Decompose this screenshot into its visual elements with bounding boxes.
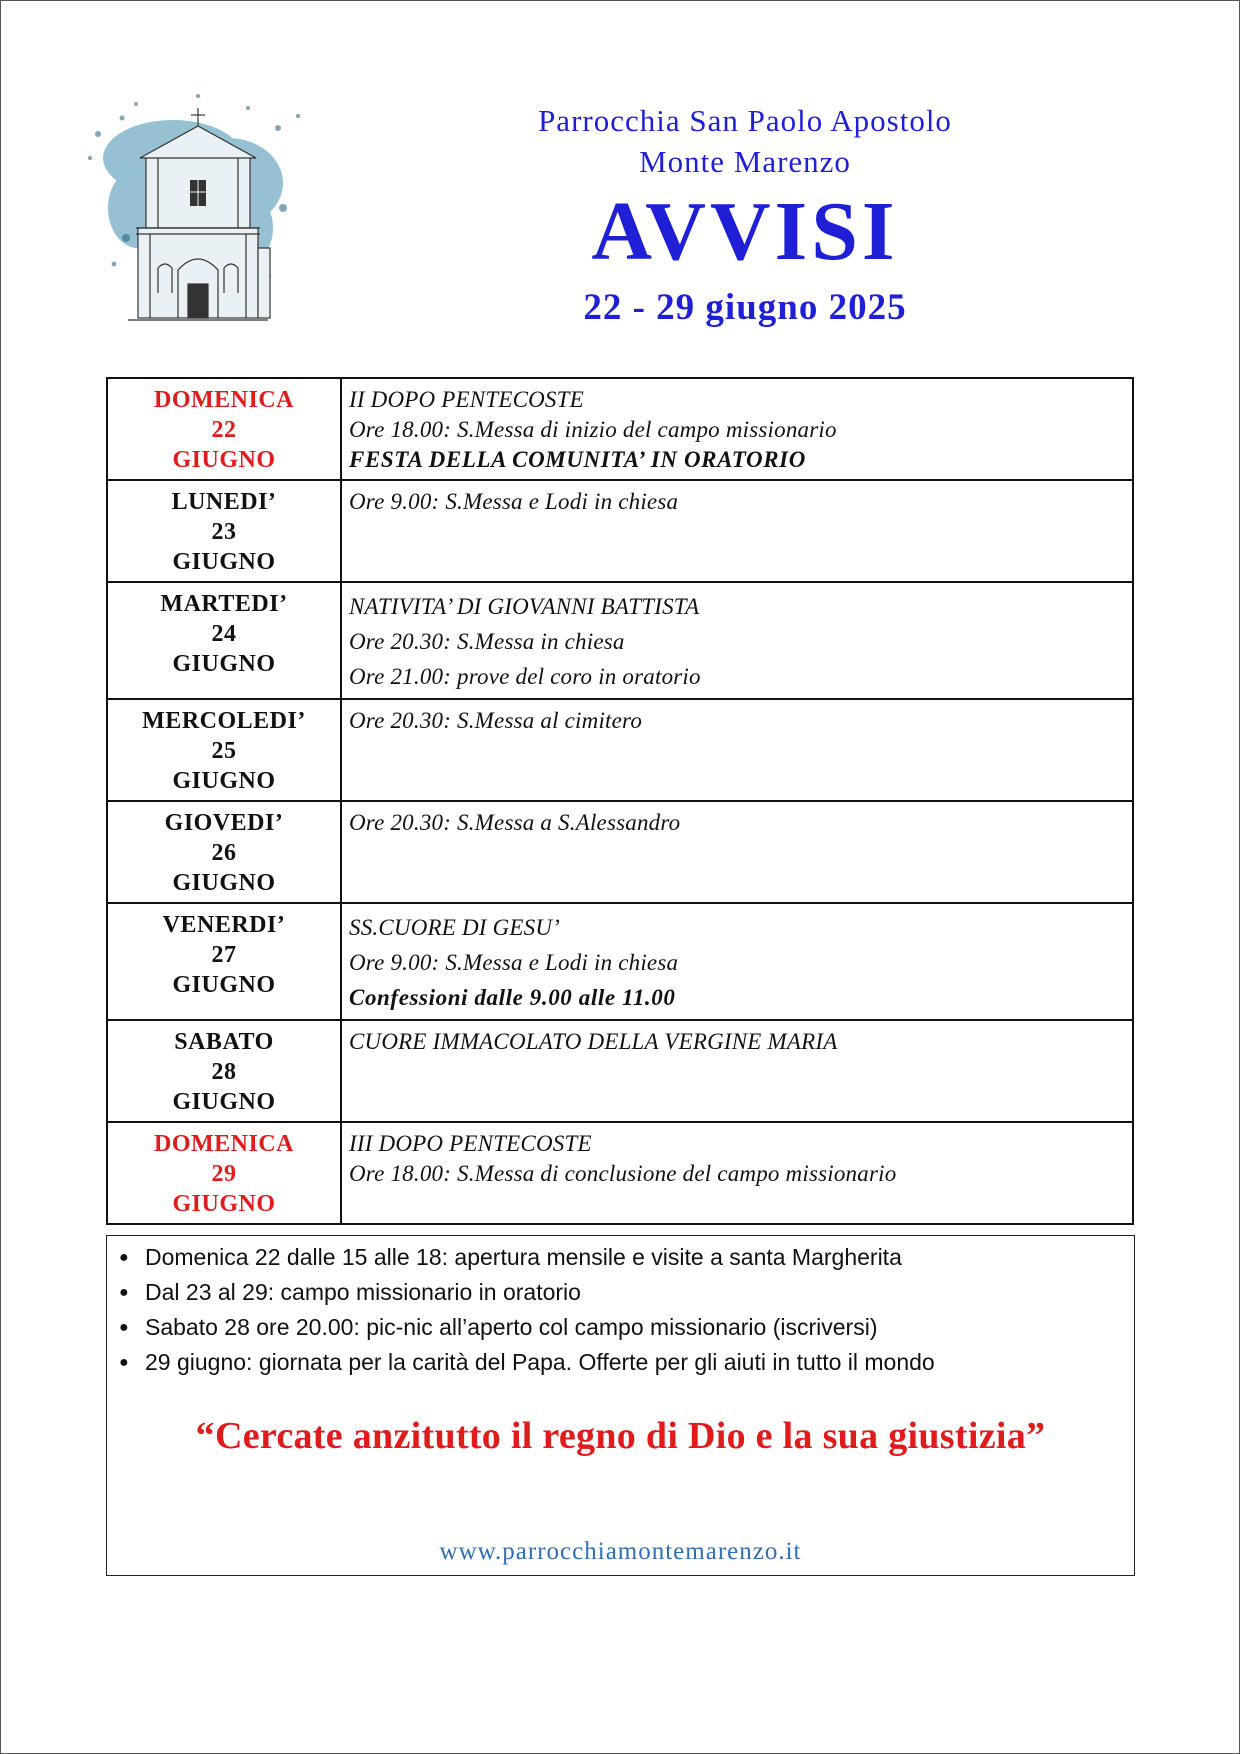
month-name: GIUGNO xyxy=(172,1089,276,1115)
day-cell xyxy=(107,903,341,1020)
note-item xyxy=(107,1310,1134,1345)
day-cell xyxy=(107,582,341,699)
day-name: VENERDI’ xyxy=(162,912,286,938)
day-cell xyxy=(107,801,341,903)
day-number: 29 xyxy=(211,1161,237,1187)
day-number: 25 xyxy=(211,738,237,764)
schedule-row xyxy=(107,378,1133,480)
day-number: 24 xyxy=(211,621,237,647)
website-link[interactable]: www.parrocchiamontemarenzo.it xyxy=(439,1538,802,1565)
events-cell xyxy=(341,1122,1133,1224)
day-name: SABATO xyxy=(174,1029,274,1055)
note-text: Dal 23 al 29: campo missionario in oratorio xyxy=(145,1279,581,1305)
note-item xyxy=(107,1240,1134,1275)
event-line: Ore 20.30: S.Messa al cimitero xyxy=(349,708,643,733)
day-name: GIOVEDI’ xyxy=(164,810,284,836)
schedule-row xyxy=(107,1122,1133,1224)
notes-list xyxy=(107,1236,1134,1380)
event-line: FESTA DELLA COMUNITA’ IN ORATORIO xyxy=(349,447,806,472)
event-line: Ore 9.00: S.Messa e Lodi in chiesa xyxy=(349,489,679,514)
parish-location: Monte Marenzo xyxy=(639,144,851,179)
bullet-icon: ● xyxy=(119,1284,129,1301)
church-watercolor-logo xyxy=(78,88,318,338)
schedule-row xyxy=(107,699,1133,801)
parish-name: Parrocchia San Paolo Apostolo xyxy=(538,103,952,138)
day-number: 23 xyxy=(211,519,237,545)
events-cell xyxy=(341,1020,1133,1122)
schedule-row xyxy=(107,582,1133,699)
month-name: GIUGNO xyxy=(172,870,276,896)
schedule-row xyxy=(107,903,1133,1020)
month-name: GIUGNO xyxy=(172,972,276,998)
month-name: GIUGNO xyxy=(172,1191,276,1217)
day-name: LUNEDI’ xyxy=(171,489,277,515)
event-line: Ore 20.30: S.Messa a S.Alessandro xyxy=(349,810,681,835)
header xyxy=(420,100,1070,330)
events-cell xyxy=(341,378,1133,480)
weekly-schedule-table xyxy=(106,377,1134,1225)
day-name: MARTEDI’ xyxy=(160,591,288,617)
event-line: SS.CUORE DI GESU’ xyxy=(349,915,561,940)
gospel-quote: “Cercate anzitutto il regno di Dio e la sua giustizia” xyxy=(195,1415,1046,1457)
event-line: Confessioni dalle 9.00 alle 11.00 xyxy=(349,985,676,1010)
event-line: Ore 9.00: S.Messa e Lodi in chiesa xyxy=(349,950,679,975)
bullet-icon: ● xyxy=(119,1319,129,1336)
day-number: 22 xyxy=(211,417,237,443)
note-text: 29 giugno: giornata per la carità del Papa. Offerte per gli aiuti in tutto il mondo xyxy=(145,1349,935,1375)
event-line: Ore 18.00: S.Messa di inizio del campo missionario xyxy=(349,417,837,442)
note-item xyxy=(107,1275,1134,1310)
day-number: 27 xyxy=(211,942,237,968)
notes-box xyxy=(106,1235,1135,1576)
events-cell xyxy=(341,903,1133,1020)
event-line: II DOPO PENTECOSTE xyxy=(349,387,584,412)
bullet-icon: ● xyxy=(119,1354,129,1371)
day-name: MERCOLEDI’ xyxy=(142,708,306,734)
event-line: CUORE IMMACOLATO DELLA VERGINE MARIA xyxy=(349,1029,838,1054)
events-cell xyxy=(341,699,1133,801)
event-line: III DOPO PENTECOSTE xyxy=(349,1131,592,1156)
day-name: DOMENICA xyxy=(154,1131,294,1157)
note-text: Domenica 22 dalle 15 alle 18: apertura mensile e visite a santa Margherita xyxy=(145,1244,902,1270)
schedule-row xyxy=(107,1020,1133,1122)
month-name: GIUGNO xyxy=(172,447,276,473)
day-cell xyxy=(107,699,341,801)
day-cell xyxy=(107,1122,341,1224)
event-line: Ore 20.30: S.Messa in chiesa xyxy=(349,629,625,654)
day-cell xyxy=(107,480,341,582)
page-title: AVVISI xyxy=(591,185,899,278)
events-cell xyxy=(341,582,1133,699)
day-cell xyxy=(107,378,341,480)
month-name: GIUGNO xyxy=(172,549,276,575)
month-name: GIUGNO xyxy=(172,651,276,677)
day-number: 26 xyxy=(211,840,237,866)
schedule-row xyxy=(107,480,1133,582)
note-item xyxy=(107,1345,1134,1380)
events-cell xyxy=(341,801,1133,903)
day-name: DOMENICA xyxy=(154,387,294,413)
schedule-row xyxy=(107,801,1133,903)
event-line: Ore 18.00: S.Messa di conclusione del campo missionario xyxy=(349,1161,897,1186)
bullet-icon: ● xyxy=(119,1249,129,1266)
date-range: 22 - 29 giugno 2025 xyxy=(583,287,907,328)
day-cell xyxy=(107,1020,341,1122)
note-text: Sabato 28 ore 20.00: pic-nic all’aperto col campo missionario (iscriversi) xyxy=(145,1314,878,1340)
event-line: Ore 21.00: prove del coro in oratorio xyxy=(349,664,701,689)
event-line: NATIVITA’ DI GIOVANNI BATTISTA xyxy=(349,594,700,619)
month-name: GIUGNO xyxy=(172,768,276,794)
day-number: 28 xyxy=(211,1059,237,1085)
events-cell xyxy=(341,480,1133,582)
